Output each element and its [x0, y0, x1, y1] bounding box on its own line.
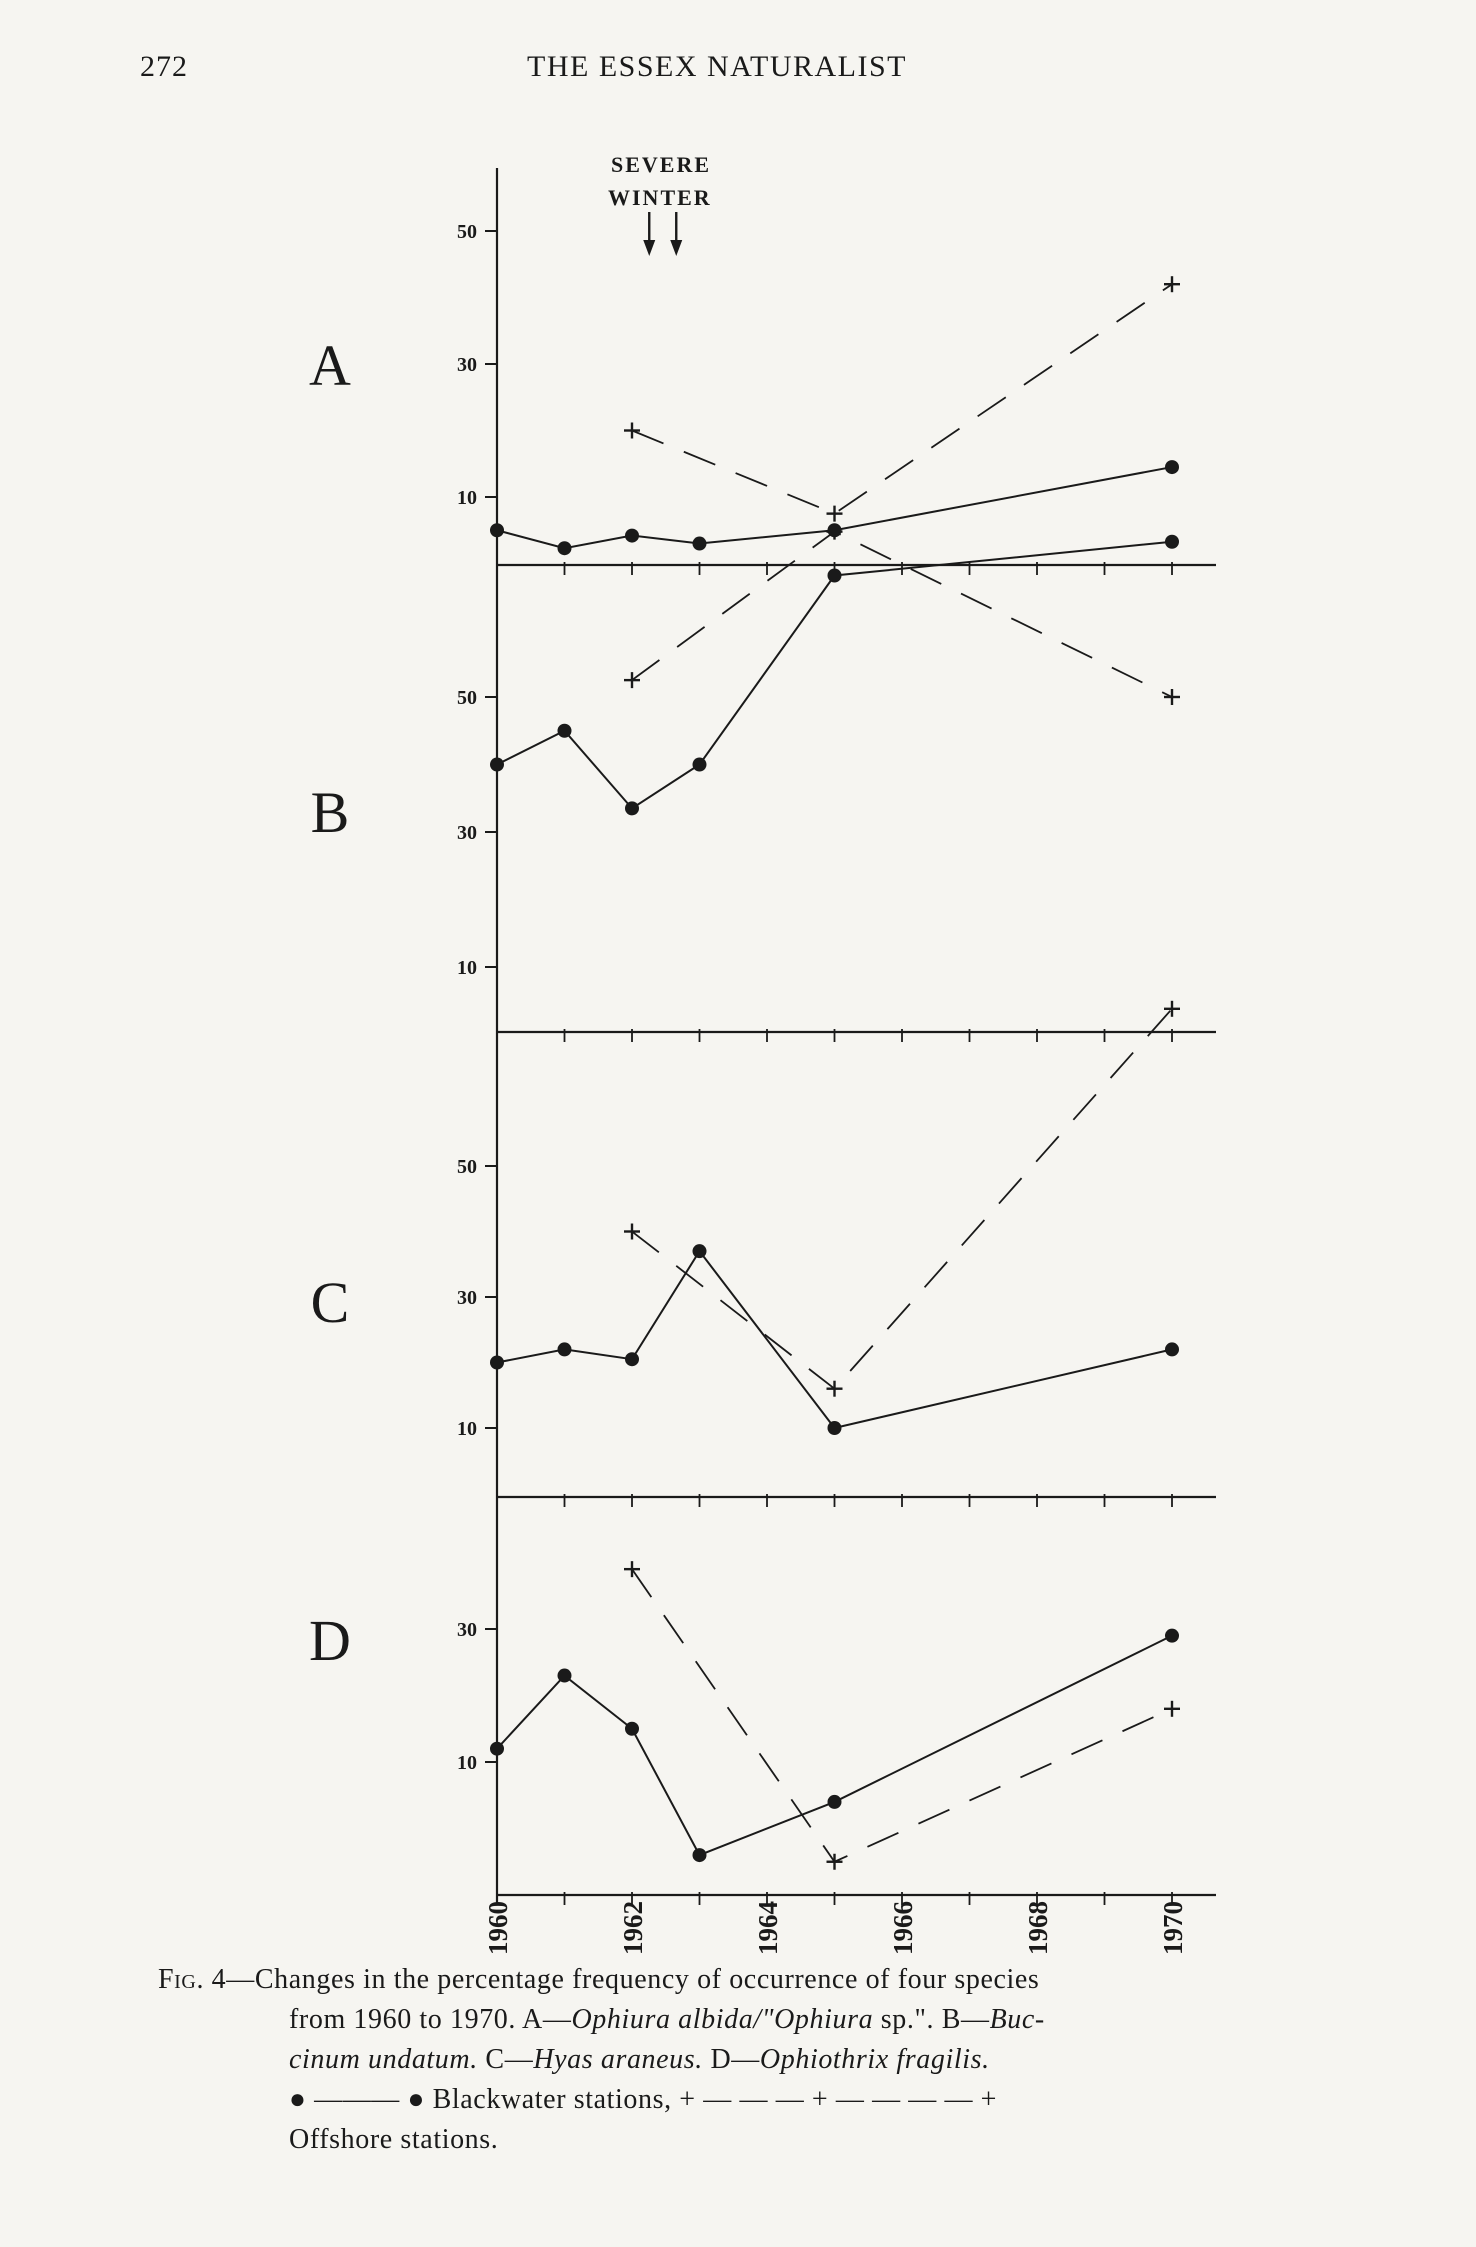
panel-A-blackwater-point-1960 [490, 523, 504, 537]
species-b-part: Buc- [989, 2004, 1045, 2035]
legend-offshore: Offshore stations. [289, 2124, 499, 2155]
panel-B-blackwater-point-1963 [693, 758, 707, 772]
panel-B-ytick-label-10: 10 [457, 957, 477, 979]
x-tick-label-1962: 1962 [618, 1901, 648, 1955]
journal-title: THE ESSEX NATURALIST [527, 50, 907, 83]
severe-winter-annotation [608, 152, 712, 256]
panel-B-offshore-line [632, 532, 1172, 697]
panel-B-blackwater-point-1970 [1165, 535, 1179, 549]
legend-blackwater: ● ——— ● Blackwater stations, [289, 2084, 672, 2115]
panel-D-blackwater-point-1970 [1165, 1629, 1179, 1643]
panel-B-offshore-point-1962 [624, 672, 640, 688]
panel-D-blackwater-point-1962 [625, 1722, 639, 1736]
caption-line-1 [158, 1960, 1388, 2000]
panel-C-ytick-label-50: 50 [457, 1156, 477, 1178]
species-b-end: cinum undatum. [289, 2044, 478, 2075]
panel-C-blackwater-line [497, 1251, 1172, 1428]
panel-B-ytick-label-50: 50 [457, 687, 477, 709]
panel-B-blackwater-point-1960 [490, 758, 504, 772]
caption-line-4 [158, 2080, 1388, 2120]
panel-C-blackwater-point-1970 [1165, 1342, 1179, 1356]
panel-C-offshore-point-1965 [827, 1381, 843, 1397]
panel-D-ytick-label-10: 10 [457, 1752, 477, 1774]
species-d: Ophiothrix fragilis. [759, 2044, 990, 2075]
annotation-line-1: SEVERE [611, 152, 712, 177]
panel-B-offshore-point-1965 [827, 524, 843, 540]
caption-d-label: D— [702, 2044, 760, 2075]
caption-line-5 [158, 2120, 1388, 2160]
panel-D-blackwater-point-1961 [558, 1669, 572, 1683]
panel-A-blackwater-point-1961 [558, 541, 572, 555]
panel-D-blackwater-line [497, 1636, 1172, 1855]
panel-B-ytick-label-30: 30 [457, 822, 477, 844]
panel-D-offshore-point-1962 [624, 1561, 640, 1577]
caption-line-3 [158, 2040, 1388, 2080]
panel-A-blackwater-point-1963 [693, 537, 707, 551]
annotation-line-2: WINTER [608, 185, 712, 210]
panel-C-offshore-line [632, 1009, 1172, 1389]
panel-A-blackwater-point-1962 [625, 529, 639, 543]
panel-C-label: C [310, 1270, 350, 1335]
caption-lead: —Changes in the percentage frequency of occurrence of four species [226, 1964, 1040, 1995]
panel-D-offshore-point-1965 [827, 1854, 843, 1870]
caption-line2-a: from 1960 to 1970. A— [289, 2004, 572, 2035]
panel-A-ytick-label-50: 50 [457, 221, 477, 243]
panel-C-blackwater-point-1960 [490, 1356, 504, 1370]
panel-A-ytick-label-10: 10 [457, 487, 477, 509]
panel-D-label: D [309, 1608, 351, 1673]
page-number: 272 [140, 50, 188, 83]
panel-A-offshore-line [632, 284, 1172, 513]
panel-B-blackwater-point-1965 [828, 569, 842, 583]
caption-c-label: C— [477, 2044, 534, 2075]
panel-C-blackwater-point-1965 [828, 1421, 842, 1435]
caption-line2-b: sp.". B— [873, 2004, 990, 2035]
panel-A-label: A [309, 333, 351, 398]
panel-D-offshore-line [632, 1569, 1172, 1862]
panel-C-blackwater-point-1962 [625, 1352, 639, 1366]
figure-caption [158, 1960, 1388, 2160]
x-tick-label-1966: 1966 [888, 1901, 918, 1955]
severe-winter-arrow-2-head [670, 240, 682, 256]
species-c: Hyas araneus. [533, 2044, 703, 2075]
species-a: Ophiura albida/"Ophiura [571, 2004, 874, 2035]
panel-A-offshore-point-1970 [1164, 276, 1180, 292]
legend-offshore-symbol: + — — — + — — — — + [679, 2084, 998, 2115]
panel-B-label: B [310, 780, 350, 845]
panel-B-offshore-point-1970 [1164, 689, 1180, 705]
panel-C-blackwater-point-1961 [558, 1342, 572, 1356]
x-tick-label-1964: 1964 [753, 1901, 783, 1955]
caption-line-2 [158, 2000, 1388, 2040]
severe-winter-arrow-1-head [643, 240, 655, 256]
fig-label: Fig. 4 [158, 1964, 227, 1995]
panel-A-blackwater-point-1970 [1165, 460, 1179, 474]
x-tick-label-1960: 1960 [483, 1901, 513, 1955]
data-layer [490, 276, 1180, 1870]
panel-D-blackwater-point-1960 [490, 1742, 504, 1756]
axes-layer [309, 168, 1216, 1955]
panel-A-ytick-label-30: 30 [457, 354, 477, 376]
x-tick-label-1970: 1970 [1158, 1901, 1188, 1955]
panel-C-ytick-label-30: 30 [457, 1287, 477, 1309]
panel-B-blackwater-point-1961 [558, 724, 572, 738]
panel-C-blackwater-point-1963 [693, 1244, 707, 1258]
panel-B-blackwater-point-1962 [625, 801, 639, 815]
panel-D-blackwater-point-1963 [693, 1848, 707, 1862]
panel-A-offshore-point-1962 [624, 423, 640, 439]
panel-D-ytick-label-30: 30 [457, 1619, 477, 1641]
panel-C-offshore-point-1962 [624, 1224, 640, 1240]
panel-A-offshore-point-1965 [827, 506, 843, 522]
panel-C-ytick-label-10: 10 [457, 1418, 477, 1440]
panel-D-blackwater-point-1965 [828, 1795, 842, 1809]
x-tick-label-1968: 1968 [1023, 1901, 1053, 1955]
panel-D-offshore-point-1970 [1164, 1701, 1180, 1717]
